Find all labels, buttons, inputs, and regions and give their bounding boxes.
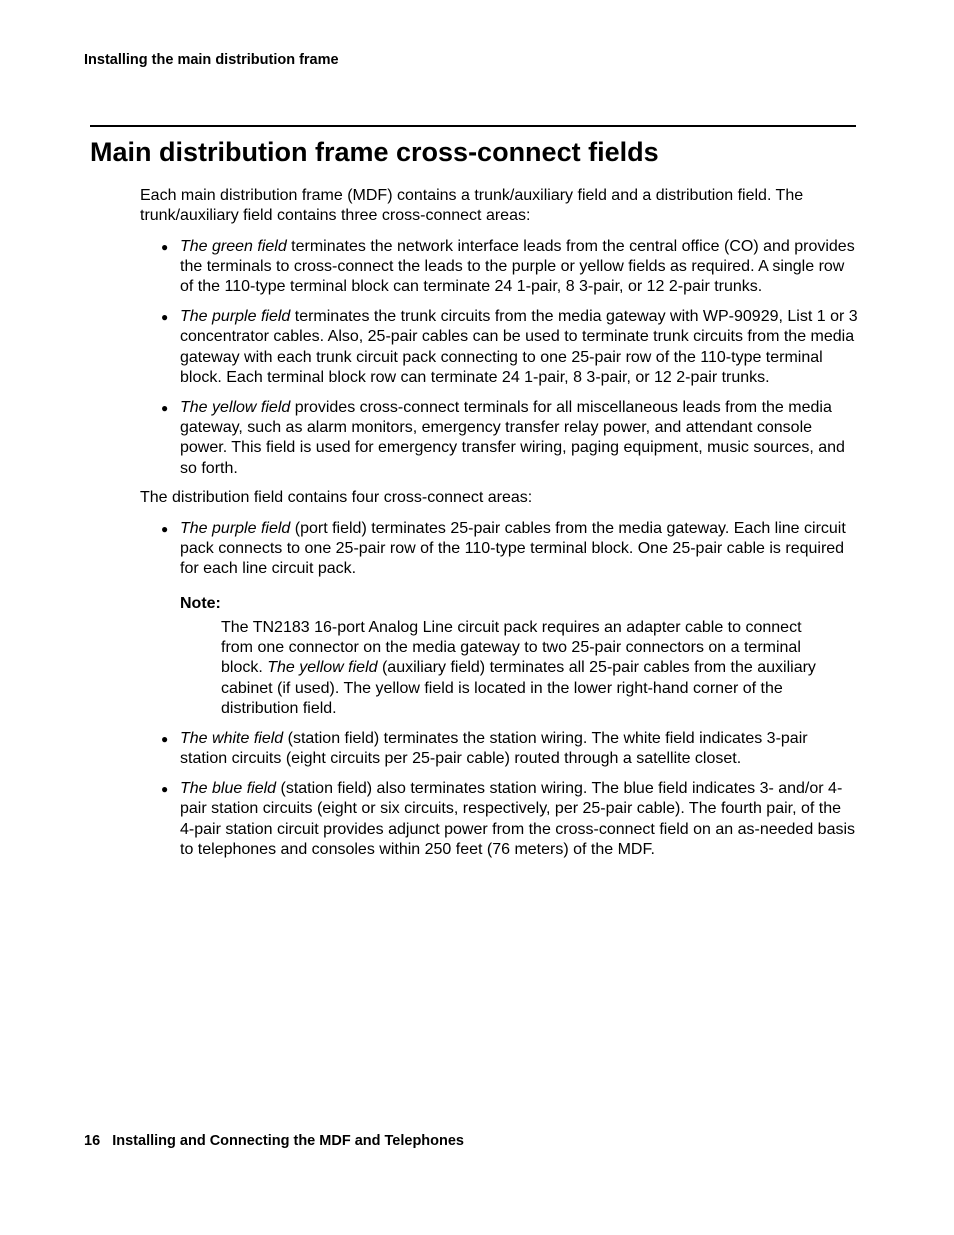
bullet-icon: ●	[161, 309, 169, 324]
field-name: The white field	[180, 729, 284, 747]
title-rule	[90, 125, 856, 127]
field-description: (station field) terminates the station wiring. The white field indicates 3-pair station circuits (eight circuits per 25-pair cable) routed through a satellite closet.	[180, 729, 808, 768]
book-title: Installing and Connecting the MDF and Telephones	[112, 1133, 465, 1149]
field-name: The green field	[180, 237, 287, 255]
field-name: The blue field	[180, 779, 277, 797]
bullet-icon: ●	[161, 731, 169, 746]
page-number: 16	[84, 1133, 101, 1149]
field-description: (port field) terminates 25-pair cables from the media gateway. Each line circuit pack connects to one 25-pair row of the 110-type terminal block. One 25-pair cable is required for each line circuit pack.	[180, 519, 846, 578]
field-description: provides cross-connect terminals for all miscellaneous leads from the media gateway, such as alarm monitors, emergency transfer relay power, and attendant console power. This field is used for emergency transfer wiring, paging equipment, music sources, and so forth.	[180, 398, 845, 477]
note-text-after: (auxiliary field) terminates all 25-pair cables from the auxiliary cabinet (if used). The yellow field is located in the lower right-hand corner of the distribution field.	[221, 659, 816, 718]
field-name: The purple field	[180, 519, 291, 537]
list-item	[140, 237, 858, 298]
distribution-intro-paragraph: The distribution field contains four cross-connect areas:	[140, 489, 533, 507]
bullet-icon: ●	[161, 521, 169, 536]
field-name: The yellow field	[180, 398, 291, 416]
running-footer	[84, 1133, 464, 1149]
page-title: Main distribution frame cross-connect fields	[90, 137, 659, 167]
section-body	[140, 186, 858, 870]
note-text-before: The TN2183 16-port Analog Line circuit pack requires an adapter cable to connect from one connector on the media gateway to two 25-pair connectors on a terminal block.	[221, 618, 802, 677]
note-emphasis: The yellow field	[267, 659, 378, 677]
distribution-field-list-continued	[140, 729, 858, 860]
bullet-icon: ●	[161, 400, 169, 415]
list-item	[140, 779, 858, 860]
note-text	[221, 618, 831, 719]
list-item	[140, 398, 858, 479]
distribution-field-list	[140, 519, 858, 580]
list-item	[140, 519, 858, 580]
bullet-icon: ●	[161, 781, 169, 796]
note-label: Note:	[180, 594, 221, 612]
note-block	[180, 594, 858, 720]
list-item	[140, 307, 858, 388]
field-description: (station field) also terminates station wiring. The blue field indicates 3- and/or 4-pair station circuits (eight or six circuits, respectively, per 25-pair cable). The fourth pair, of the 4-pair station circuit provides adjunct power from the cross-connect field on an as-needed basis to telephones and consoles within 250 feet (76 meters) of the MDF.	[180, 779, 856, 858]
list-item	[140, 729, 858, 770]
field-name: The purple field	[180, 307, 291, 325]
running-header: Installing the main distribution frame	[84, 52, 339, 68]
field-description: terminates the trunk circuits from the media gateway with WP-90929, List 1 or 3 concentrator cables. Also, 25-pair cables can be used to terminate trunk circuits from the media gateway with each trunk circuit pack connecting to one 25-pair row of the 110-type terminal block. Each terminal block row can terminate 24 1-pair, 8 3-pair, or 12 2-pair trunks.	[180, 307, 858, 386]
trunk-field-list	[140, 237, 858, 479]
bullet-icon: ●	[161, 239, 169, 254]
field-description: terminates the network interface leads from the central office (CO) and provides the terminals to cross-connect the leads to the purple or yellow fields as required. A single row of the 110-type terminal block can terminate 24 1-pair, 8 3-pair, or 12 2-pair trunks.	[180, 237, 855, 296]
intro-paragraph: Each main distribution frame (MDF) contains a trunk/auxiliary field and a distribution field. The trunk/auxiliary field contains three cross-connect areas:	[140, 187, 804, 225]
